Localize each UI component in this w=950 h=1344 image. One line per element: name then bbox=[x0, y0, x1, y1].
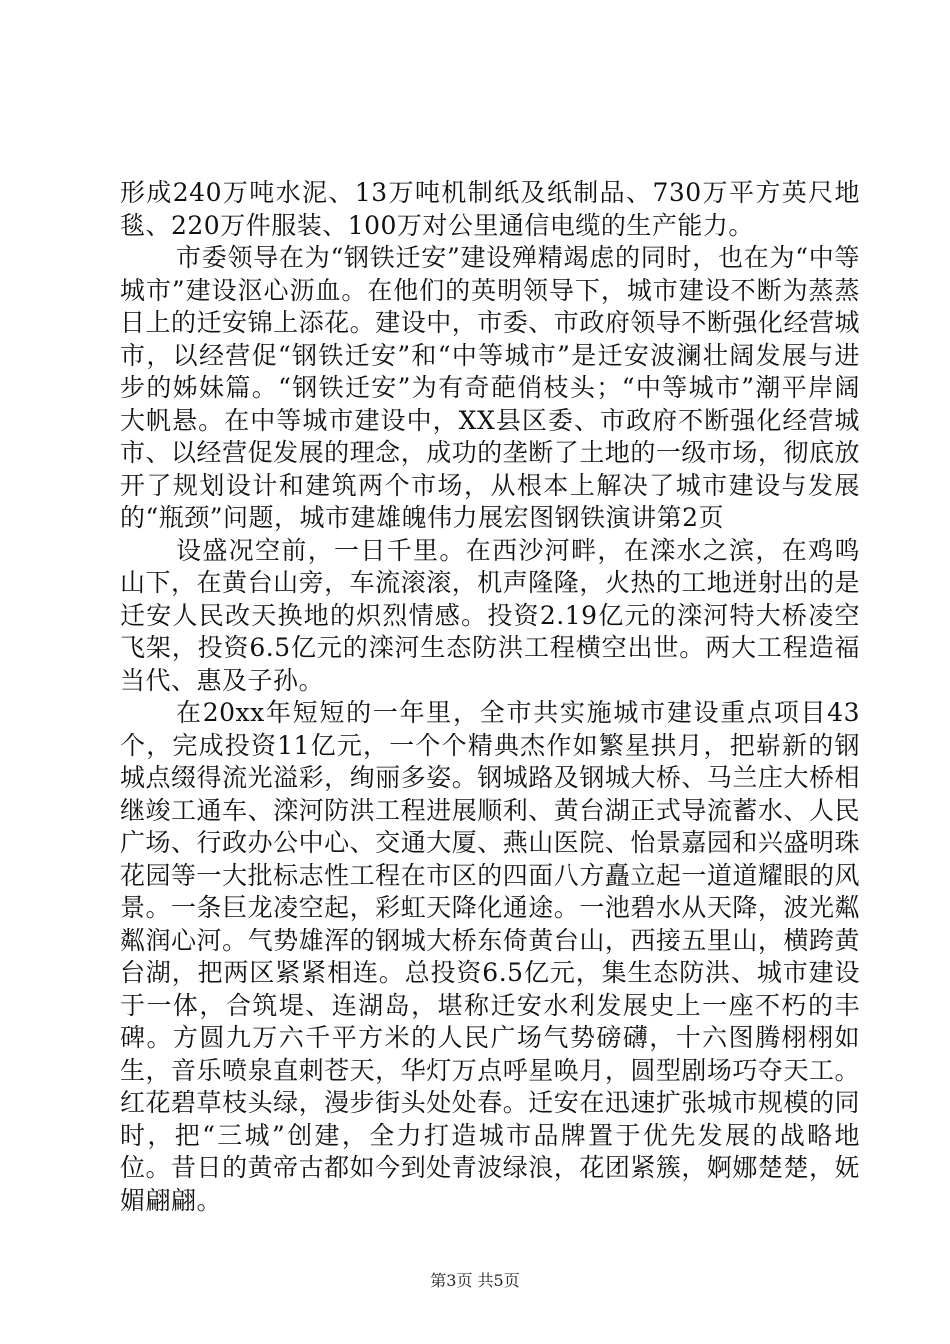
page-number-footer: 第3页 共5页 bbox=[430, 1271, 520, 1290]
paragraph-2: 市委领导在为“钢铁迁安”建设殚精竭虑的同时，也在为“中等城市”建设沤心沥血。在他们的英明领导下，城市建设不断为蒸蒸日上的迁安锦上添花。建设中，市委、市政府领导不断强化经营城市，以经营促“钢铁迁安”和“中等城市”是迁安波澜壮阔发展与进步的姊妹篇。“钢铁迁安”为有奇葩俏枝头；“中等城市”潮平岸阔大帆悬。在中等城市建设中，XX县区委、市政府不断强化经营城市、以经营促发展的理念，成功的垄断了土地的一级市场，彻底放开了规划设计和建筑两个市场，从根本上解决了城市建设与发展的“瓶颈”问题，城市建雄魄伟力展宏图钢铁演讲第2页 bbox=[120, 243, 860, 532]
paragraph-3: 设盛况空前，一日千里。在西沙河畔，在滦水之滨，在鸡鸣山下，在黄台山旁，车流滚滚，机声隆隆，火热的工地迸射出的是迁安人民改天换地的炽烈情感。投资2.19亿元的滦河特大桥凌空飞架，投资6.5亿元的滦河生态防洪工程横空出世。两大工程造福当代、惠及子孙。 bbox=[120, 535, 860, 695]
paragraph-4: 在20xx年短短的一年里，全市共实施城市建设重点项目43个，完成投资11亿元，一个个精典杰作如繁星拱月，把崭新的钢城点缀得流光溢彩，绚丽多姿。钢城路及钢城大桥、马兰庄大桥相继竣工通车、滦河防洪工程进展顺利、黄台湖正式导流蓄水、人民广场、行政办公中心、交通大厦、燕山医院、怡景嘉园和兴盛明珠花园等一大批标志性工程在市区的四面八方矗立起一道道耀眼的风景。一条巨龙凌空起，彩虹天降化通途。一池碧水从天降，波光粼粼润心河。气势雄浑的钢城大桥东倚黄台山，西接五里山，横跨黄台湖，把两区紧紧相连。总投资6.5亿元，集生态防洪、城市建设于一体，合筑堤、连湖岛，堪称迁安水利发展史上一座不朽的丰碑。方圆九万六千平方米的人民广场气势磅礴，十六图腾栩栩如生，音乐喷泉直刺苍天，华灯万点呼星唤月，圆型剧场巧夺天工。红花碧草枝头绿，漫步街头处处春。迁安在迅速扩张城市规模的同时，把“三城”创建，全力打造城市品牌置于优先发展的战略地位。昔日的黄帝古都如今到处青波绿浪，花团紧簇，婀娜楚楚，妩媚翩翩。 bbox=[120, 698, 860, 1215]
paragraph-1: 形成240万吨水泥、13万吨机制纸及纸制品、730万平方英尺地毯、220万件服装、100万对公里通信电缆的生产能力。 bbox=[120, 178, 860, 240]
document-body bbox=[120, 177, 860, 1217]
